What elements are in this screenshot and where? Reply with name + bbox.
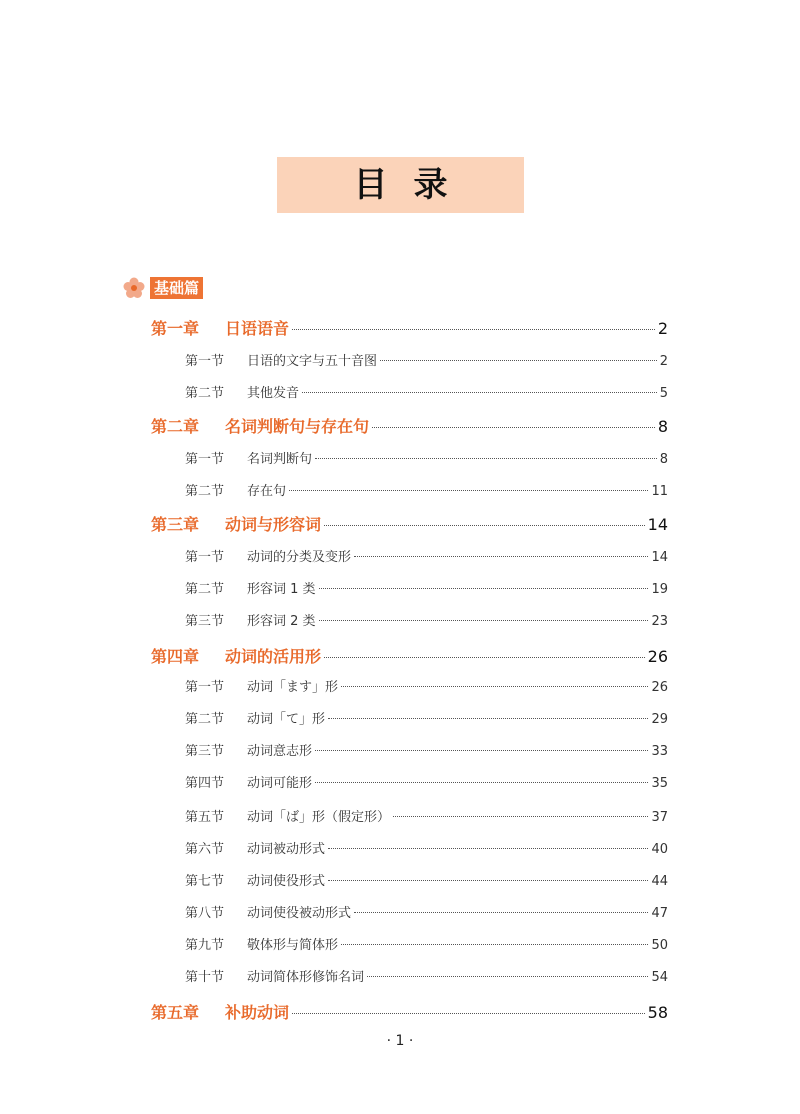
toc-section-row[interactable] bbox=[185, 740, 668, 759]
toc-entry-title: 存在句 bbox=[247, 484, 287, 499]
toc-entry-title: 动词的分类及变形 bbox=[247, 550, 352, 565]
toc-page-number: 58 bbox=[647, 1003, 668, 1022]
toc-entry-number: 第八节 bbox=[185, 906, 225, 921]
toc-entry-title: 动词「ば」形（假定形） bbox=[247, 810, 391, 825]
toc-page-number: 50 bbox=[651, 938, 668, 953]
toc-page-number: 8 bbox=[659, 452, 668, 467]
toc-page-number: 33 bbox=[651, 744, 668, 759]
dot-leader bbox=[341, 944, 648, 945]
toc-entry-title: 其他发音 bbox=[247, 386, 300, 401]
toc-page-number: 54 bbox=[651, 970, 668, 985]
toc-entry-number: 第五章 bbox=[151, 1003, 200, 1022]
toc-page-number: 8 bbox=[657, 417, 668, 436]
toc-page-number: 35 bbox=[651, 776, 668, 791]
toc-entry-number: 第一节 bbox=[185, 680, 225, 695]
dot-leader bbox=[341, 686, 648, 687]
dot-leader bbox=[354, 912, 648, 913]
toc-entry-number: 第二节 bbox=[185, 386, 225, 401]
toc-entry-number: 第六节 bbox=[185, 842, 225, 857]
dot-leader bbox=[292, 1013, 645, 1014]
toc-entry-title: 动词使役被动形式 bbox=[247, 906, 352, 921]
dot-leader bbox=[319, 588, 649, 589]
toc-entry-title: 动词简体形修饰名词 bbox=[247, 970, 365, 985]
toc-page-number: 5 bbox=[659, 386, 668, 401]
toc-page-number: 44 bbox=[651, 874, 668, 889]
dot-leader bbox=[380, 360, 657, 361]
toc-page-number: 2 bbox=[659, 354, 668, 369]
toc-page-number: 26 bbox=[651, 680, 668, 695]
toc-entry-title: 补助动词 bbox=[225, 1003, 290, 1022]
toc-section-row[interactable] bbox=[185, 708, 668, 727]
dot-leader bbox=[328, 718, 648, 719]
toc-chapter-row[interactable] bbox=[151, 1000, 668, 1023]
dot-leader bbox=[354, 556, 648, 557]
toc-entry-title: 日语语音 bbox=[225, 319, 290, 338]
toc-section-row[interactable] bbox=[185, 578, 668, 597]
dot-leader bbox=[324, 525, 645, 526]
toc-section-row[interactable] bbox=[185, 902, 668, 921]
dot-leader bbox=[315, 750, 648, 751]
section-label: 基础篇 bbox=[150, 277, 203, 299]
toc-entry-number: 第三节 bbox=[185, 614, 225, 629]
toc-entry-number: 第一节 bbox=[185, 452, 225, 467]
toc-entry-number: 第三章 bbox=[151, 515, 200, 534]
toc-entry-number: 第二章 bbox=[151, 417, 200, 436]
toc-entry-title: 动词「ます」形 bbox=[247, 680, 339, 695]
toc-chapter-row[interactable] bbox=[151, 414, 668, 437]
toc-entry-title: 动词使役形式 bbox=[247, 874, 326, 889]
toc-entry-number: 第七节 bbox=[185, 874, 225, 889]
toc-section-row[interactable] bbox=[185, 934, 668, 953]
page-title: 目录 bbox=[353, 165, 474, 205]
toc-page-number: 14 bbox=[647, 515, 668, 534]
toc-page-number: 29 bbox=[651, 712, 668, 727]
toc-section-row[interactable] bbox=[185, 838, 668, 857]
toc-page-number: 14 bbox=[651, 550, 668, 565]
toc-entry-title: 动词「て」形 bbox=[247, 712, 326, 727]
toc-entry-number: 第九节 bbox=[185, 938, 225, 953]
toc-entry-number: 第一章 bbox=[151, 319, 200, 338]
toc-entry-number: 第三节 bbox=[185, 744, 225, 759]
toc-page-number: 23 bbox=[651, 614, 668, 629]
dot-leader bbox=[319, 620, 649, 621]
toc-entry-title: 敬体形与简体形 bbox=[247, 938, 339, 953]
toc-entry-title: 日语的文字与五十音图 bbox=[247, 354, 378, 369]
toc-section-row[interactable] bbox=[185, 350, 668, 369]
toc-entry-number: 第四节 bbox=[185, 776, 225, 791]
toc-entry-title: 动词意志形 bbox=[247, 744, 313, 759]
toc-entry-title: 动词可能形 bbox=[247, 776, 313, 791]
page-number: · 1 · bbox=[386, 1033, 414, 1049]
toc-section-row[interactable] bbox=[185, 382, 668, 401]
toc-entry-number: 第一节 bbox=[185, 354, 225, 369]
toc-section-row[interactable] bbox=[185, 806, 668, 825]
toc-page-number: 40 bbox=[651, 842, 668, 857]
toc-page-number: 11 bbox=[651, 484, 668, 499]
toc-entry-title: 名词判断句与存在句 bbox=[225, 417, 370, 436]
toc-entry-number: 第一节 bbox=[185, 550, 225, 565]
toc-section-row[interactable] bbox=[185, 546, 668, 565]
toc-entry-title: 形容词 1 类 bbox=[247, 582, 316, 597]
dot-leader bbox=[393, 816, 648, 817]
toc-section-row[interactable] bbox=[185, 870, 668, 889]
toc-chapter-row[interactable] bbox=[151, 644, 668, 667]
toc-section-row[interactable] bbox=[185, 966, 668, 985]
toc-entry-title: 动词的活用形 bbox=[225, 647, 322, 666]
dot-leader bbox=[324, 657, 645, 658]
toc-entry-number: 第四章 bbox=[151, 647, 200, 666]
toc-section-row[interactable] bbox=[185, 448, 668, 467]
dot-leader bbox=[328, 848, 648, 849]
dot-leader bbox=[315, 458, 657, 459]
dot-leader bbox=[372, 427, 655, 428]
toc-entry-number: 第五节 bbox=[185, 810, 225, 825]
toc-section-row[interactable] bbox=[185, 772, 668, 791]
toc-entry-title: 动词被动形式 bbox=[247, 842, 326, 857]
toc-chapter-row[interactable] bbox=[151, 316, 668, 339]
dot-leader bbox=[367, 976, 648, 977]
toc-page-number: 47 bbox=[651, 906, 668, 921]
toc-section-row[interactable] bbox=[185, 676, 668, 695]
toc-page-number: 2 bbox=[657, 319, 668, 338]
toc-page-number: 19 bbox=[651, 582, 668, 597]
toc-entry-title: 名词判断句 bbox=[247, 452, 313, 467]
toc-entry-title: 形容词 2 类 bbox=[247, 614, 316, 629]
dot-leader bbox=[302, 392, 657, 393]
toc-entry-number: 第十节 bbox=[185, 970, 225, 985]
toc-entry-number: 第二节 bbox=[185, 582, 225, 597]
dot-leader bbox=[328, 880, 648, 881]
toc-page-number: 26 bbox=[647, 647, 668, 666]
toc-page-number: 37 bbox=[651, 810, 668, 825]
toc-entry-number: 第二节 bbox=[185, 484, 225, 499]
toc-entry-title: 动词与形容词 bbox=[225, 515, 322, 534]
toc-entry-number: 第二节 bbox=[185, 712, 225, 727]
toc-section-row[interactable] bbox=[185, 610, 668, 629]
toc-section-row[interactable] bbox=[185, 480, 668, 499]
dot-leader bbox=[292, 329, 655, 330]
dot-leader bbox=[289, 490, 648, 491]
toc-chapter-row[interactable] bbox=[151, 512, 668, 535]
dot-leader bbox=[315, 782, 648, 783]
